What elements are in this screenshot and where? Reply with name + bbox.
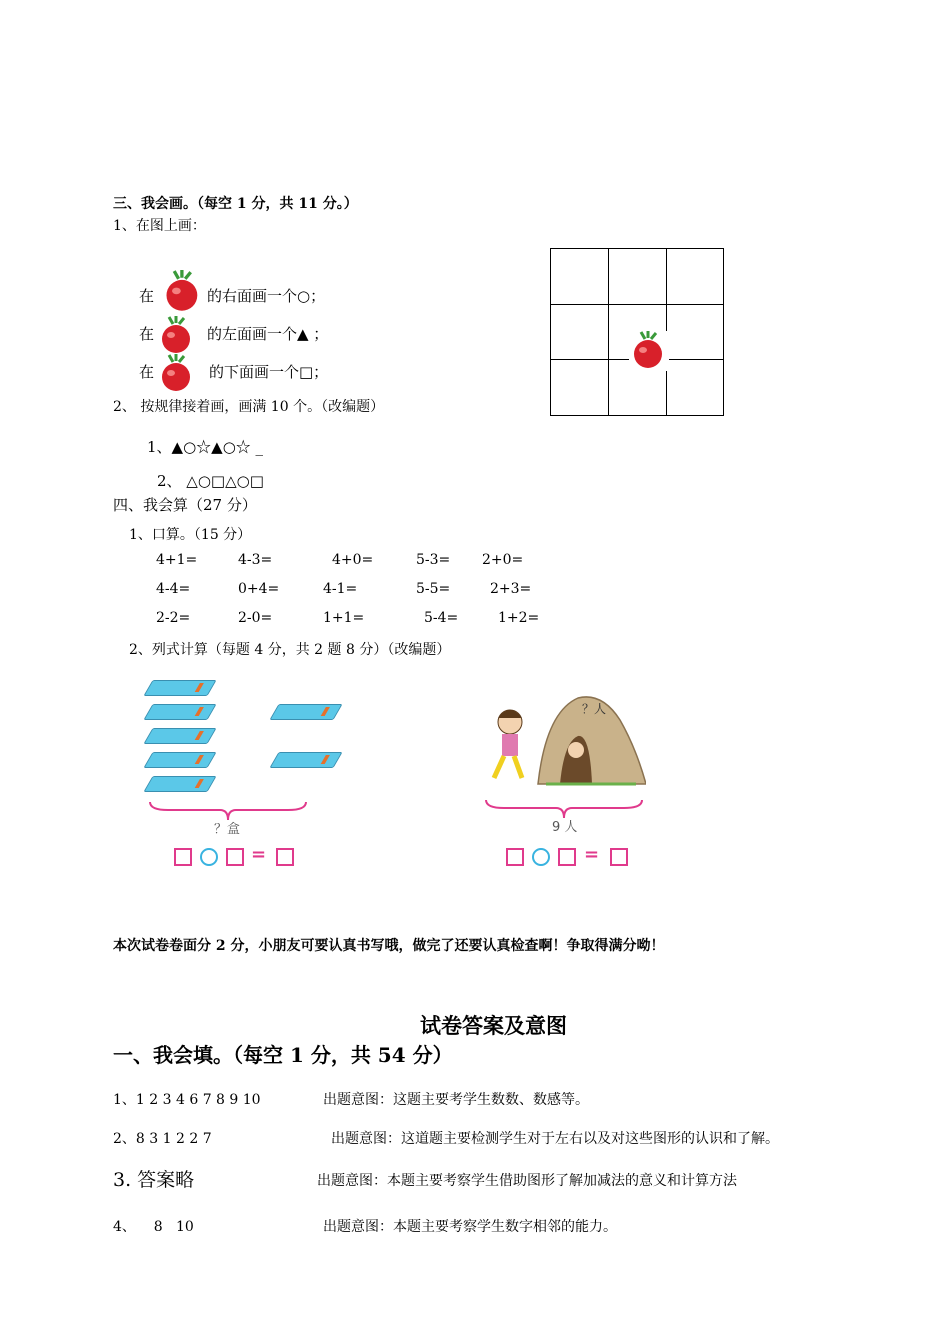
oral-item: 5-5= xyxy=(416,581,451,597)
oral-item: 2-2= xyxy=(156,610,191,626)
draw-line-1-text: 的右面画一个○； xyxy=(207,287,326,305)
radish-icon xyxy=(157,316,197,356)
notice-text: 本次试卷卷面分 2 分，小朋友可要认真书写哦，做完了还要认真检查啊！争取得满分呦！ xyxy=(113,938,665,954)
drawing-grid xyxy=(550,248,724,416)
books-picture xyxy=(138,672,336,876)
oral-item: 0+4= xyxy=(238,581,280,597)
answer-box[interactable] xyxy=(174,848,192,866)
intent-3: 出题意图：本题主要考察学生借助图形了解加减法的意义和计算方法 xyxy=(317,1173,737,1189)
oral-item: 5-3= xyxy=(416,552,451,568)
answer-box[interactable] xyxy=(558,848,576,866)
operator-circle[interactable] xyxy=(200,848,218,866)
cave-picture xyxy=(478,692,648,876)
answer-box[interactable] xyxy=(226,848,244,866)
equals-sign: = xyxy=(251,844,267,865)
answer-3: 3. 答案略 xyxy=(113,1169,195,1191)
pattern-2: 2、 △○□△○□ xyxy=(157,472,264,490)
oral-item: 1+1= xyxy=(323,610,365,626)
oral-item: 2-0= xyxy=(238,610,273,626)
pattern-1: 1、▲○☆▲○☆ _ xyxy=(147,438,264,456)
oral-label: 1、口算。（15 分） xyxy=(129,527,252,543)
answer-1: 1、1 2 3 4 6 7 8 9 10 xyxy=(113,1092,261,1108)
radish-icon xyxy=(161,270,205,314)
intent-2: 出题意图：这道题主要检测学生对于左右以及对这些图形的认识和了解。 xyxy=(331,1131,779,1147)
oral-item: 2+0= xyxy=(482,552,524,568)
draw-line-2-text: 的左面画一个▲ ； xyxy=(207,325,329,343)
oral-item: 4-4= xyxy=(156,581,191,597)
answer-4: 4、 8 10 xyxy=(113,1219,194,1235)
book-icon xyxy=(143,704,216,720)
oral-item: 4-3= xyxy=(238,552,273,568)
answers-title: 试卷答案及意图 xyxy=(420,1013,567,1038)
oral-item: 4+1= xyxy=(156,552,198,568)
intent-4: 出题意图：本题主要考察学生数字相邻的能力。 xyxy=(323,1219,617,1235)
answer-box[interactable] xyxy=(276,848,294,866)
q1-label: 1、在图上画： xyxy=(113,218,206,234)
book-icon xyxy=(143,752,216,768)
draw-line-2-prefix: 在 xyxy=(139,325,155,343)
book-icon xyxy=(269,704,342,720)
column-calc-label: 2、列式计算（每题 4 分，共 2 题 8 分）（改编题） xyxy=(129,642,451,658)
q2-label: 2、 按规律接着画，画满 10 个。（改编题） xyxy=(113,399,385,415)
oral-item: 5-4= xyxy=(424,610,459,626)
draw-line-3-prefix: 在 xyxy=(139,363,155,381)
pic2-cave-mark: ？人 xyxy=(582,702,607,716)
operator-circle[interactable] xyxy=(532,848,550,866)
draw-line-1-prefix: 在 xyxy=(139,287,155,305)
book-icon xyxy=(269,752,342,768)
oral-item: 1+2= xyxy=(498,610,540,626)
answer-box[interactable] xyxy=(506,848,524,866)
section3-title: 三、我会画。（每空 1 分，共 11 分。） xyxy=(113,196,358,212)
book-icon xyxy=(143,728,216,744)
girl-and-cave-icon xyxy=(486,692,646,788)
oral-item: 4+0= xyxy=(332,552,374,568)
oral-item: 4-1= xyxy=(323,581,358,597)
intent-1: 出题意图：这题主要考学生数数、数感等。 xyxy=(323,1092,589,1108)
pic1-caption: ？盒 xyxy=(214,822,241,837)
pic2-caption: 9 人 xyxy=(552,820,578,835)
book-icon xyxy=(143,776,216,792)
draw-line-3-text: 的下面画一个□； xyxy=(209,363,329,381)
answer-2: 2、8 3 1 2 2 7 xyxy=(113,1131,212,1147)
book-icon xyxy=(143,680,216,696)
oral-item: 2+3= xyxy=(490,581,532,597)
radish-icon xyxy=(629,331,669,371)
section4-title: 四、我会算（27 分） xyxy=(113,496,257,514)
radish-icon xyxy=(157,354,197,394)
answer-box[interactable] xyxy=(610,848,628,866)
answers-section1-title: 一、我会填。（每空 1 分，共 54 分） xyxy=(113,1043,453,1067)
equals-sign: = xyxy=(584,844,600,865)
